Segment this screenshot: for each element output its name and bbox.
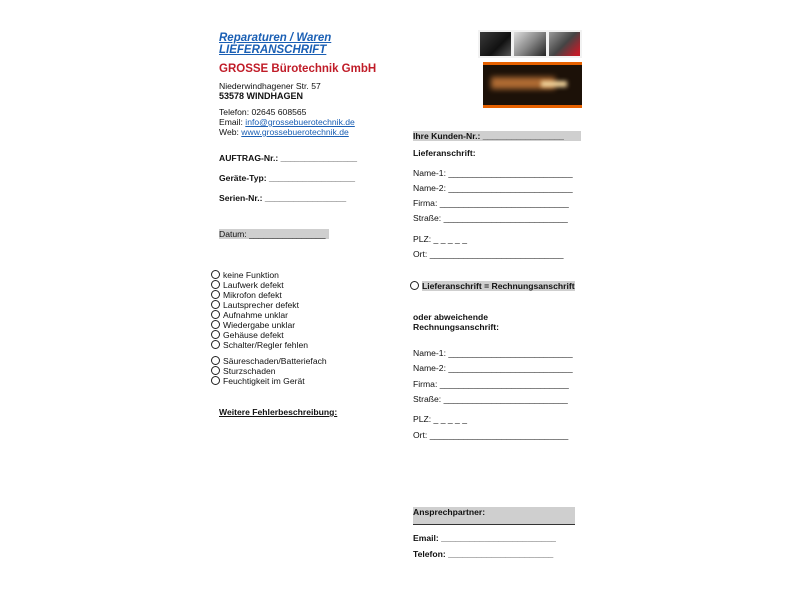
billing-company-field[interactable]: Firma: ___________________________ bbox=[413, 379, 569, 389]
device-type-field[interactable]: Geräte-Typ: __________________ bbox=[219, 173, 356, 183]
product-photo bbox=[478, 30, 582, 58]
billing-city-field[interactable]: Ort: _____________________________ bbox=[413, 430, 569, 440]
radio-button[interactable] bbox=[211, 270, 220, 279]
defect-option[interactable]: Schalter/Regler fehlen bbox=[211, 340, 308, 350]
radio-button[interactable] bbox=[211, 356, 220, 365]
company-web-line bbox=[219, 127, 349, 137]
defect-option[interactable]: Mikrofon defekt bbox=[211, 290, 282, 300]
defect-option[interactable]: Aufnahme unklar bbox=[211, 310, 288, 320]
radio-button[interactable] bbox=[211, 280, 220, 289]
device-image bbox=[549, 32, 580, 56]
radio-button[interactable] bbox=[211, 330, 220, 339]
company-phone: Telefon: 02645 608565 bbox=[219, 107, 307, 117]
billing-heading-line2: Rechnungsanschrift: bbox=[413, 322, 499, 332]
contact-phone-field[interactable]: Telefon: ______________________ bbox=[413, 549, 554, 559]
company-city: 53578 WINDHAGEN bbox=[219, 91, 304, 101]
company-email-line bbox=[219, 117, 355, 127]
shop-photo bbox=[483, 62, 582, 108]
device-image bbox=[480, 32, 511, 56]
form-title-line1: Reparaturen / Waren bbox=[219, 32, 332, 44]
serial-number-field[interactable]: Serien-Nr.: _________________ bbox=[219, 193, 347, 203]
device-image bbox=[514, 32, 545, 56]
radio-button[interactable] bbox=[211, 320, 220, 329]
defect-option[interactable]: Gehäuse defekt bbox=[211, 330, 284, 340]
form-title-line2: LIEFERANSCHRIFT bbox=[219, 44, 327, 56]
radio-button[interactable] bbox=[211, 376, 220, 385]
further-description-heading: Weitere Fehlerbeschreibung: bbox=[219, 407, 338, 417]
email-label: Email: bbox=[219, 117, 243, 127]
web-link[interactable]: www.grossebuerotechnik.de bbox=[241, 127, 349, 137]
defect-option[interactable]: Wiedergabe unklar bbox=[211, 320, 295, 330]
delivery-name2-field[interactable]: Name-2: __________________________ bbox=[413, 183, 573, 193]
defect-option[interactable]: Feuchtigkeit im Gerät bbox=[211, 376, 305, 386]
defect-option[interactable]: Säureschaden/Batteriefach bbox=[211, 356, 327, 366]
delivery-street-field[interactable]: Straße: __________________________ bbox=[413, 213, 568, 223]
billing-heading-line1: oder abweichende bbox=[413, 312, 488, 322]
delivery-city-field[interactable]: Ort: ____________________________ bbox=[413, 249, 564, 259]
date-field[interactable]: Datum: ________________ bbox=[219, 229, 329, 239]
customer-number-field[interactable]: Ihre Kunden-Nr.: _________________ bbox=[413, 131, 581, 141]
billing-street-field[interactable]: Straße: __________________________ bbox=[413, 394, 568, 404]
radio-button[interactable] bbox=[211, 300, 220, 309]
billing-name2-field[interactable]: Name-2: __________________________ bbox=[413, 363, 573, 373]
radio-button[interactable] bbox=[211, 340, 220, 349]
delivery-address-heading: Lieferanschrift: bbox=[413, 148, 476, 158]
radio-button[interactable] bbox=[211, 290, 220, 299]
contact-email-field[interactable]: Email: ________________________ bbox=[413, 533, 556, 543]
company-street: Niederwindhagener Str. 57 bbox=[219, 81, 321, 91]
defect-option[interactable]: keine Funktion bbox=[211, 270, 279, 280]
billing-name1-field[interactable]: Name-1: __________________________ bbox=[413, 348, 573, 358]
contact-person-field[interactable]: Ansprechpartner: bbox=[413, 507, 575, 525]
radio-button[interactable] bbox=[211, 310, 220, 319]
email-link[interactable]: info@grossebuerotechnik.de bbox=[245, 117, 355, 127]
order-number-field[interactable]: AUFTRAG-Nr.: ________________ bbox=[219, 153, 358, 163]
web-label: Web: bbox=[219, 127, 239, 137]
company-name: GROSSE Bürotechnik GmbH bbox=[219, 63, 377, 75]
same-address-option[interactable]: Lieferanschrift = Rechnungsanschrift bbox=[410, 281, 575, 291]
delivery-zip-field[interactable]: PLZ: _ _ _ _ _ bbox=[413, 234, 467, 244]
defect-option[interactable]: Lautsprecher defekt bbox=[211, 300, 299, 310]
radio-button[interactable] bbox=[410, 281, 419, 290]
billing-zip-field[interactable]: PLZ: _ _ _ _ _ bbox=[413, 414, 467, 424]
defect-option[interactable]: Laufwerk defekt bbox=[211, 280, 284, 290]
delivery-name1-field[interactable]: Name-1: __________________________ bbox=[413, 168, 573, 178]
radio-button[interactable] bbox=[211, 366, 220, 375]
defect-option[interactable]: Sturzschaden bbox=[211, 366, 276, 376]
delivery-company-field[interactable]: Firma: ___________________________ bbox=[413, 198, 569, 208]
